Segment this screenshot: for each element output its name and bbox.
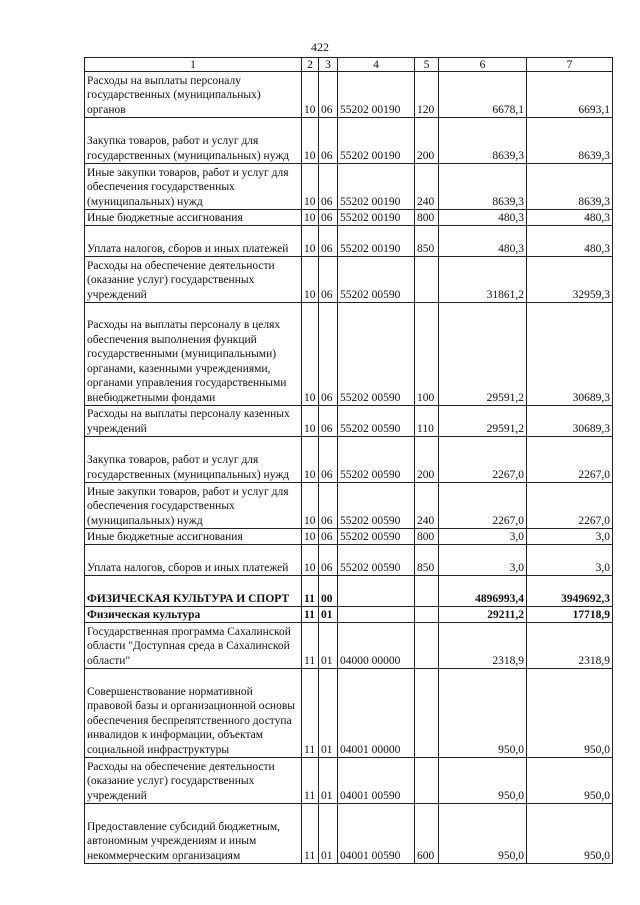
row-name-cell: Предоставление субсидий бюджетным, автономным учреждениям и иным некоммерческим организациям [85,804,302,864]
amount-year-1-cell: 480,3 [439,210,527,226]
column-header: 7 [527,58,613,72]
subsection-code-cell: 01 [319,804,338,864]
row-name-cell: Уплата налогов, сборов и иных платежей [85,226,302,257]
target-article-cell: 55202 00190 [338,164,415,210]
amount-year-2-cell: 30689,3 [527,406,613,437]
expense-type-cell: 850 [415,545,439,576]
amount-year-2-cell: 3,0 [527,529,613,545]
section-code-cell: 11 [302,804,319,864]
amount-year-1-cell: 950,0 [439,804,527,864]
table-row [85,226,613,257]
amount-year-1-cell: 4896993,4 [439,576,527,607]
expense-type-cell: 240 [415,483,439,529]
amount-year-1-cell: 8639,3 [439,164,527,210]
target-article-cell: 55202 00590 [338,437,415,483]
amount-year-2-cell: 8639,3 [527,164,613,210]
expense-type-cell: 120 [415,72,439,118]
target-article-cell: 55202 00590 [338,529,415,545]
target-article-cell: 55202 00190 [338,72,415,118]
subsection-code-cell: 01 [319,607,338,623]
subsection-code-cell: 06 [319,529,338,545]
target-article-cell: 55202 00590 [338,257,415,303]
expense-type-cell: 800 [415,529,439,545]
target-article-cell: 55202 00190 [338,210,415,226]
amount-year-1-cell: 29591,2 [439,303,527,406]
budget-table [84,57,613,864]
expense-type-cell: 800 [415,210,439,226]
amount-year-2-cell: 30689,3 [527,303,613,406]
header-row [85,58,613,72]
section-code-cell: 10 [302,437,319,483]
section-code-cell: 11 [302,576,319,607]
target-article-cell: 04001 00590 [338,804,415,864]
subsection-code-cell: 01 [319,623,338,669]
table-row [85,669,613,758]
amount-year-2-cell: 3,0 [527,545,613,576]
row-name-cell: Расходы на выплаты персоналу государственных (муниципальных) органов [85,72,302,118]
column-header: 1 [85,58,302,72]
amount-year-1-cell: 31861,2 [439,257,527,303]
table-row [85,545,613,576]
subsection-code-cell: 06 [319,406,338,437]
table-row [85,303,613,406]
amount-year-1-cell: 2267,0 [439,437,527,483]
table-row [85,118,613,164]
amount-year-1-cell: 6678,1 [439,72,527,118]
section-code-cell: 10 [302,406,319,437]
section-code-cell: 11 [302,758,319,804]
amount-year-2-cell: 480,3 [527,210,613,226]
subsection-code-cell: 06 [319,545,338,576]
subsection-code-cell: 06 [319,437,338,483]
row-name-cell: Уплата налогов, сборов и иных платежей [85,545,302,576]
amount-year-2-cell: 3949692,3 [527,576,613,607]
column-header: 3 [319,58,338,72]
section-code-cell: 10 [302,72,319,118]
table-body [85,72,613,864]
table-row [85,758,613,804]
amount-year-1-cell: 29211,2 [439,607,527,623]
row-name-cell: Иные бюджетные ассигнования [85,210,302,226]
subsection-code-cell: 06 [319,210,338,226]
section-code-cell: 10 [302,483,319,529]
subsection-code-cell: 06 [319,303,338,406]
subsection-code-cell: 06 [319,483,338,529]
target-article-cell: 55202 00190 [338,226,415,257]
table-row [85,804,613,864]
target-article-cell [338,576,415,607]
target-article-cell: 55202 00590 [338,303,415,406]
expense-type-cell [415,623,439,669]
row-name-cell: Совершенствование нормативной правовой базы и организационной основы обеспечения беспрепятственного доступа инвалидов к информации, объектам социальной инфраструктуры [85,669,302,758]
expense-type-cell [415,257,439,303]
amount-year-1-cell: 2318,9 [439,623,527,669]
amount-year-2-cell: 6693,1 [527,72,613,118]
section-code-cell: 10 [302,118,319,164]
amount-year-1-cell: 950,0 [439,758,527,804]
expense-type-cell: 100 [415,303,439,406]
amount-year-2-cell: 17718,9 [527,607,613,623]
section-code-cell: 11 [302,623,319,669]
table-row [85,72,613,118]
table-row [85,164,613,210]
subsection-code-cell: 06 [319,164,338,210]
section-code-cell: 10 [302,545,319,576]
row-name-cell: Расходы на выплаты персоналу казенных учреждений [85,406,302,437]
column-header: 6 [439,58,527,72]
table-row [85,623,613,669]
section-code-cell: 10 [302,226,319,257]
section-code-cell: 11 [302,669,319,758]
target-article-cell: 04001 00000 [338,669,415,758]
amount-year-2-cell: 8639,3 [527,118,613,164]
target-article-cell: 04001 00590 [338,758,415,804]
amount-year-2-cell: 480,3 [527,226,613,257]
section-code-cell: 10 [302,529,319,545]
row-name-cell: Иные закупки товаров, работ и услуг для обеспечения государственных (муниципальных) нужд [85,164,302,210]
amount-year-1-cell: 480,3 [439,226,527,257]
table-row [85,576,613,607]
table-row [85,483,613,529]
table-row [85,607,613,623]
amount-year-2-cell: 950,0 [527,804,613,864]
subsection-code-cell: 06 [319,118,338,164]
subsection-code-cell: 06 [319,226,338,257]
expense-type-cell: 850 [415,226,439,257]
amount-year-1-cell: 950,0 [439,669,527,758]
section-code-cell: 10 [302,303,319,406]
row-name-cell: Иные закупки товаров, работ и услуг для обеспечения государственных (муниципальных) нужд [85,483,302,529]
row-name-cell: Расходы на обеспечение деятельности (оказание услуг) государственных учреждений [85,758,302,804]
amount-year-2-cell: 32959,3 [527,257,613,303]
expense-type-cell: 240 [415,164,439,210]
subsection-code-cell: 06 [319,72,338,118]
amount-year-1-cell: 29591,2 [439,406,527,437]
expense-type-cell [415,758,439,804]
subsection-code-cell: 06 [319,257,338,303]
section-code-cell: 10 [302,210,319,226]
row-name-cell: Закупка товаров, работ и услуг для государственных (муниципальных) нужд [85,437,302,483]
amount-year-2-cell: 2267,0 [527,437,613,483]
target-article-cell [338,607,415,623]
expense-type-cell [415,576,439,607]
amount-year-1-cell: 8639,3 [439,118,527,164]
amount-year-1-cell: 3,0 [439,529,527,545]
row-name-cell: Расходы на выплаты персоналу в целях обеспечения выполнения функций государственными (муниципальными) органами, казенными учреждениями, органами управления государственными внебюджетными фондами [85,303,302,406]
row-name-cell: Государственная программа Сахалинской области "Доступная среда в Сахалинской области" [85,623,302,669]
row-name-cell: Закупка товаров, работ и услуг для государственных (муниципальных) нужд [85,118,302,164]
subsection-code-cell: 01 [319,758,338,804]
row-name-cell: Иные бюджетные ассигнования [85,529,302,545]
amount-year-2-cell: 950,0 [527,669,613,758]
target-article-cell: 55202 00590 [338,483,415,529]
expense-type-cell: 110 [415,406,439,437]
section-code-cell: 10 [302,257,319,303]
page-number: 422 [311,40,329,54]
expense-type-cell: 200 [415,437,439,483]
row-name-cell: Физическая культура [85,607,302,623]
expense-type-cell [415,607,439,623]
row-name-cell: Расходы на обеспечение деятельности (оказание услуг) государственных учреждений [85,257,302,303]
target-article-cell: 55202 00190 [338,118,415,164]
expense-type-cell: 200 [415,118,439,164]
amount-year-1-cell: 2267,0 [439,483,527,529]
expense-type-cell [415,669,439,758]
target-article-cell: 55202 00590 [338,406,415,437]
target-article-cell: 04000 00000 [338,623,415,669]
table-row [85,210,613,226]
table-row [85,406,613,437]
subsection-code-cell: 01 [319,669,338,758]
table-row [85,437,613,483]
amount-year-2-cell: 2267,0 [527,483,613,529]
column-header: 4 [338,58,415,72]
section-code-cell: 10 [302,164,319,210]
target-article-cell: 55202 00590 [338,545,415,576]
amount-year-2-cell: 2318,9 [527,623,613,669]
table-row [85,257,613,303]
amount-year-2-cell: 950,0 [527,758,613,804]
expense-type-cell: 600 [415,804,439,864]
column-header: 2 [302,58,319,72]
column-header: 5 [415,58,439,72]
row-name-cell: ФИЗИЧЕСКАЯ КУЛЬТУРА И СПОРТ [85,576,302,607]
table-row [85,529,613,545]
section-code-cell: 11 [302,607,319,623]
amount-year-1-cell: 3,0 [439,545,527,576]
subsection-code-cell: 00 [319,576,338,607]
